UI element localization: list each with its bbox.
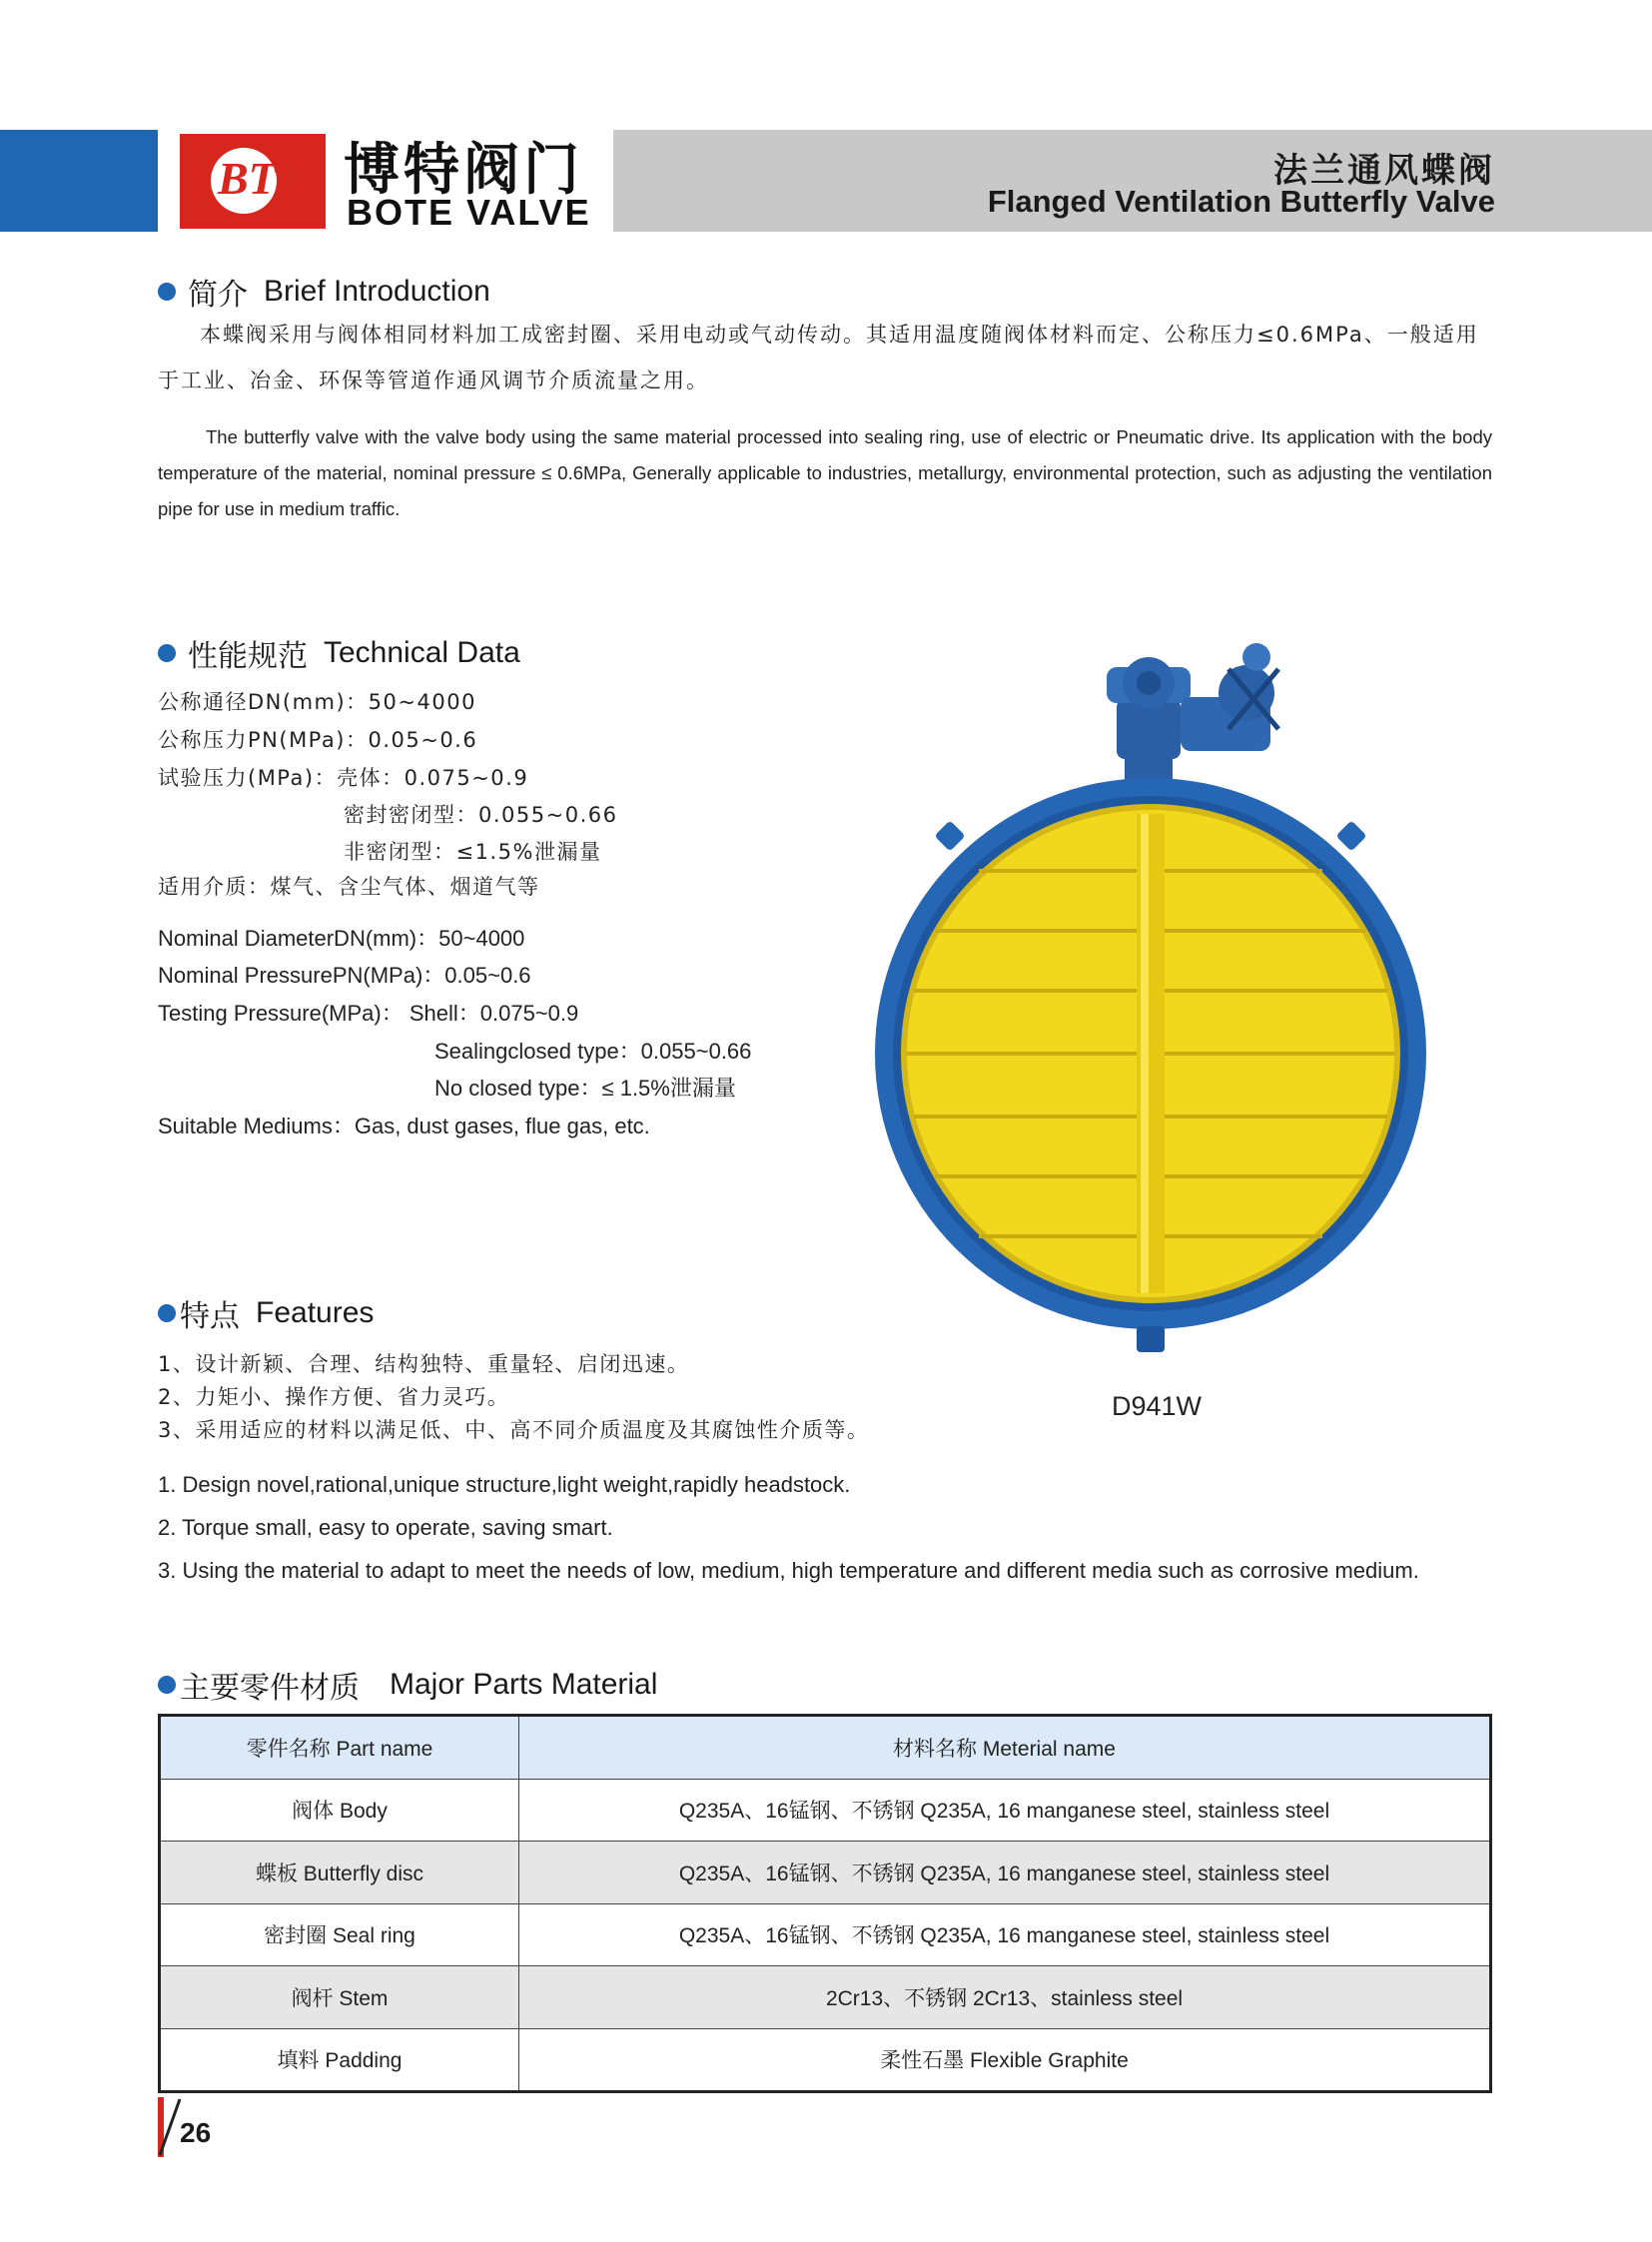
table-row — [160, 1779, 1491, 1842]
material-cell: Q235A、16锰钢、不锈钢 Q235A, 16 manganese steel, stainless steel — [519, 1842, 1491, 1904]
feature-en-item: 1. Design novel,rational,unique structure,light weight,rapidly headstock. — [158, 1472, 851, 1497]
table-row — [160, 2028, 1491, 2092]
header-blue-block — [0, 130, 158, 232]
tech-cn-line: 试验压力(MPa)：壳体：0.075~0.9 — [158, 766, 529, 790]
header-material-name: 材料名称 Meterial name — [519, 1716, 1491, 1780]
brand-logo — [180, 134, 326, 229]
tech-en-line: Suitable Mediums：Gas, dust gases, flue gas, etc. — [158, 1114, 650, 1138]
intro-cn-line2: 于工业、冶金、环保等管道作通风调节介质流量之用。 — [158, 369, 709, 392]
bt-logo-icon — [180, 134, 326, 229]
materials-heading-en: Major Parts Material — [390, 1668, 658, 1701]
features-heading-cn: 特点 — [180, 1299, 240, 1334]
technical-heading-cn: 性能规范 — [188, 639, 308, 674]
table-row — [160, 1842, 1491, 1904]
feature-cn-item: 3、采用适应的材料以满足低、中、高不同介质温度及其腐蚀性介质等。 — [158, 1418, 870, 1442]
technical-heading — [158, 631, 520, 675]
tech-cn-line: 公称压力PN(MPa)：0.05~0.6 — [158, 728, 478, 752]
part-cell: 蝶板 Butterfly disc — [160, 1842, 519, 1904]
feature-en-item: 2. Torque small, easy to operate, saving smart. — [158, 1515, 613, 1540]
features-heading — [158, 1291, 374, 1335]
features-heading-en: Features — [256, 1296, 375, 1329]
bullet-icon — [158, 1304, 176, 1322]
part-cell: 阀杆 Stem — [160, 1966, 519, 2029]
brand-name-en: BOTE VALVE — [347, 192, 591, 233]
feature-cn-item: 1、设计新颖、合理、结构独特、重量轻、启闭迅速。 — [158, 1352, 690, 1376]
tech-cn-line: 非密闭型：≤1.5%泄漏量 — [344, 840, 602, 864]
part-cell: 填料 Padding — [160, 2028, 519, 2092]
tech-cn-line: 公称通径DN(mm)：50~4000 — [158, 690, 476, 714]
intro-heading-en: Brief Introduction — [264, 275, 490, 308]
page-title-cn: 法兰通风蝶阀 — [1273, 151, 1495, 191]
bullet-icon — [158, 283, 176, 301]
part-cell: 阀体 Body — [160, 1779, 519, 1842]
materials-heading — [158, 1663, 657, 1707]
tech-en-line: Testing Pressure(MPa)： Shell：0.075~0.9 — [158, 1001, 579, 1026]
logo-mark-b: BT — [218, 153, 277, 204]
tech-en-line: Sealingclosed type：0.055~0.66 — [434, 1039, 752, 1064]
page-number: 26 — [180, 2117, 212, 2148]
bullet-icon — [158, 644, 176, 662]
technical-heading-en: Technical Data — [324, 636, 520, 669]
intro-cn-line1: 本蝶阀采用与阀体相同材料加工成密封圈、采用电动或气动传动。其适用温度随阀体材料而定、公称压力≤0.6MPa、一般适用 — [200, 323, 1479, 347]
tech-cn-line: 密封密闭型：0.055~0.66 — [344, 803, 618, 827]
intro-heading-cn: 简介 — [188, 278, 248, 313]
product-model-label: D941W — [1112, 1391, 1203, 1421]
table-row — [160, 1903, 1491, 1966]
parts-material-table — [158, 1714, 1492, 2093]
intro-en-text: The butterfly valve with the valve body using the same material processed into sealing ring, use of electric or Pneumatic drive. Its application with the body temperature of the material, nominal pressure ≤ 0.6MPa, Generally applicable to industries, metallurgy, environmental protection, such as adjusting the ventilation pipe for use in medium traffic. — [158, 426, 1492, 519]
material-cell: Q235A、16锰钢、不锈钢 Q235A, 16 manganese steel, stainless steel — [519, 1903, 1491, 1966]
material-cell: 2Cr13、不锈钢 2Cr13、stainless steel — [519, 1966, 1491, 2029]
feature-cn-item: 2、力矩小、操作方便、省力灵巧。 — [158, 1385, 510, 1409]
intro-heading — [158, 270, 490, 314]
bullet-icon — [158, 1676, 176, 1694]
page-title-en: Flanged Ventilation Butterfly Valve — [987, 184, 1495, 219]
header-part-name: 零件名称 Part name — [160, 1716, 519, 1780]
tech-en-line: Nominal PressurePN(MPa)：0.05~0.6 — [158, 963, 531, 988]
table-row — [160, 1966, 1491, 2029]
materials-heading-cn: 主要零件材质 — [180, 1671, 360, 1706]
tech-en-line: No closed type：≤ 1.5%泄漏量 — [434, 1076, 736, 1101]
table-header-row — [160, 1716, 1491, 1780]
tech-cn-line: 适用介质：煤气、含尘气体、烟道气等 — [158, 875, 540, 899]
part-cell: 密封圈 Seal ring — [160, 1903, 519, 1966]
tech-en-line: Nominal DiameterDN(mm)：50~4000 — [158, 926, 525, 951]
material-cell: 柔性石墨 Flexible Graphite — [519, 2028, 1491, 2092]
feature-en-item: 3. Using the material to adapt to meet the needs of low, medium, high temperature and different media such as corrosive medium. — [158, 1558, 1419, 1583]
butterfly-valve-illustration — [869, 639, 1448, 1358]
brand-name-cn: 博特阀门 — [344, 138, 583, 203]
material-cell: Q235A、16锰钢、不锈钢 Q235A, 16 manganese steel, stainless steel — [519, 1779, 1491, 1842]
